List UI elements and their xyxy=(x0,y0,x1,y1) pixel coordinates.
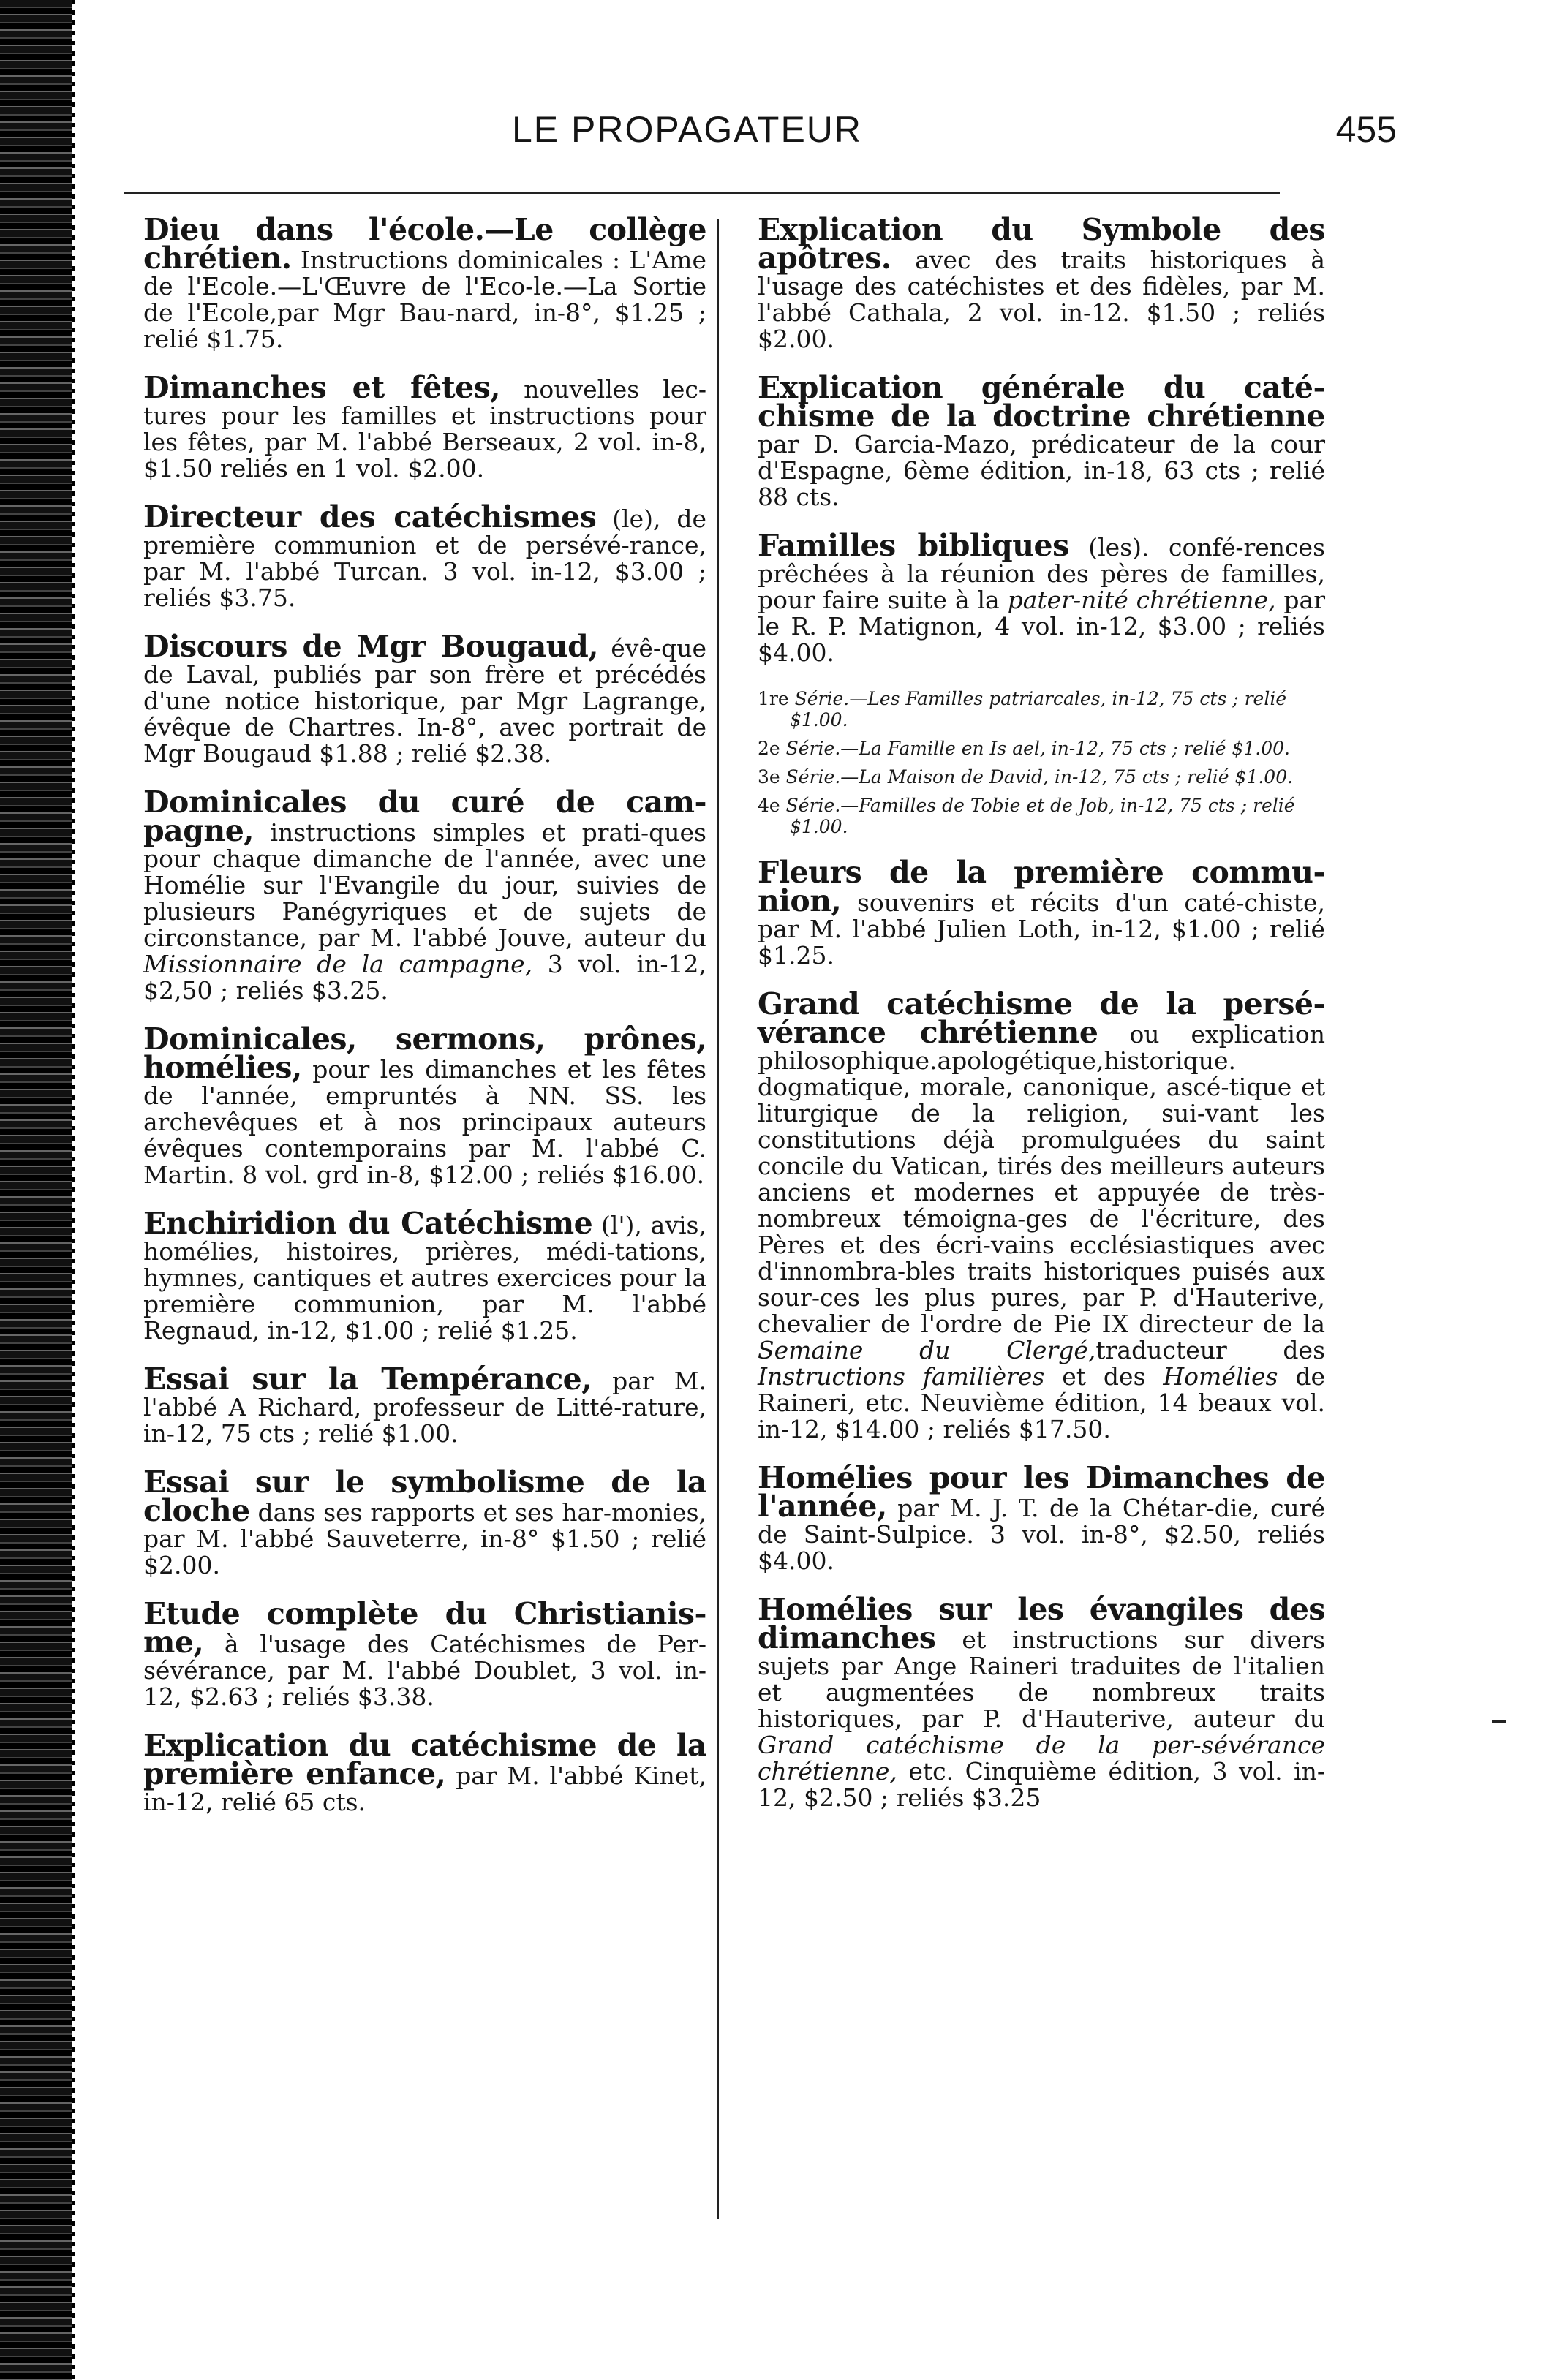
series-number: 4e xyxy=(758,795,780,816)
entry-body: par D. Garcia-Mazo, prédicateur de la cour d'Espagne, 6ème édition, in-18, 63 cts ; relié 88 cts. xyxy=(758,430,1325,511)
catalog-entry xyxy=(143,1465,706,1579)
entry-body-end: par le R. P. Matignon, 4 vol. in-12, $3.00 ; reliés $4.00. xyxy=(758,586,1325,667)
entry-italic-title: Missionnaire de la campagne, xyxy=(143,950,533,978)
series-title: La Maison de David, xyxy=(859,766,1049,787)
catalog-entry xyxy=(758,528,1325,667)
entry-body: nouvelles lec-tures pour les familles et instructions pour les fêtes, par M. l'abbé Berseaux, 2 vol. in-8, $1.50 reliés en 1 vol. $2.00. xyxy=(143,375,706,483)
binding-edge xyxy=(0,0,72,2380)
entry-body: dans ses rapports et ses har-monies, par M. l'abbé Sauveterre, in-8° $1.50 ; relié $2.00. xyxy=(143,1498,706,1579)
catalog-entry xyxy=(143,499,707,612)
series-number: 2e xyxy=(758,738,780,759)
entry-body: par M. l'abbé Kinet, in-12, relié 65 cts. xyxy=(143,1761,706,1816)
entry-heading: Homélies pour les Dimanches de l'année, xyxy=(758,1460,1325,1524)
catalog-entry xyxy=(758,1592,1325,1812)
entry-body: et instructions sur divers sujets par Ange Raineri traduites de l'italien et augmentées de nombreux traits historiques, par P. d'Hauterive, auteur du xyxy=(758,1625,1325,1733)
entry-heading: Homélies sur les évangiles des dimanches xyxy=(758,1592,1325,1655)
page-number: 455 xyxy=(1335,109,1397,150)
series-item xyxy=(758,738,1325,759)
entry-body-mid: et des xyxy=(1044,1362,1164,1391)
entry-italic-title: pater-nité chrétienne, xyxy=(1007,586,1276,614)
catalog-entry xyxy=(143,212,706,353)
catalog-entry xyxy=(143,785,706,1005)
series-title: Les Familles patriarcales, xyxy=(867,688,1106,709)
entry-italic-title: Semaine du Clergé, xyxy=(758,1336,1096,1364)
entry-body: (le), de première communion et de persévé-rance, par M. l'abbé Turcan. 3 vol. in-12, $3.00 ; reliés $3.75. xyxy=(143,505,707,612)
catalog-entry xyxy=(758,370,1325,511)
entry-heading: Dieu dans l'école.—Le collège chrétien. xyxy=(143,212,706,276)
column-divider xyxy=(717,219,719,2219)
entry-heading: Explication générale du caté-chisme de la doctrine chrétienne xyxy=(758,370,1325,434)
catalog-entry xyxy=(143,1021,706,1189)
catalog-entry xyxy=(758,1460,1325,1575)
entry-body: instructions simples et prati-ques pour chaque dimanche de l'année, avec une Homélie sur l'Evangile du jour, suivies de plusieurs Panégyriques et de sujets de circonstance, par M. l'abbé Jouve, auteur du xyxy=(143,818,706,952)
catalog-entry xyxy=(143,629,706,768)
entry-heading: Dimanches et fêtes, xyxy=(143,370,501,405)
series-label: Série.— xyxy=(785,738,859,759)
series-details: in-12, 75 cts ; relié $1.00. xyxy=(1045,738,1291,759)
catalog-entry xyxy=(143,1361,706,1448)
running-head xyxy=(110,108,1485,152)
entry-body: (l'), avis, homélies, histoires, prières, médi-tations, hymnes, cantiques et autres exercices pour la première communion, par M. l'abbé Regnaud, in-12, $1.00 ; relié $1.25. xyxy=(143,1211,706,1345)
catalog-entry xyxy=(758,855,1325,970)
series-title: Familles de Tobie et de Job, xyxy=(859,795,1115,816)
entry-body: par M. J. T. de la Chétar-die, curé de Saint-Sulpice. 3 vol. in-8°, $2.50, reliés $4.00. xyxy=(758,1494,1325,1575)
catalog-entry xyxy=(758,212,1325,353)
entry-body-end: de Raineri, etc. Neuvième édition, 14 beaux vol. in-12, $14.00 ; reliés $17.50. xyxy=(758,1362,1325,1443)
entry-heading: Explication du catéchisme de la première enfance, xyxy=(143,1728,706,1791)
series-number: 1re xyxy=(758,688,789,709)
entry-body: par M. l'abbé A Richard, professeur de Litté-rature, in-12, 75 cts ; relié $1.00. xyxy=(143,1367,706,1448)
left-column xyxy=(143,212,707,1837)
entry-italic-title: Instructions familières xyxy=(758,1362,1045,1391)
entry-heading: Directeur des catéchismes xyxy=(143,499,597,534)
catalog-entry xyxy=(143,370,706,483)
entry-body-end: 3 vol. in-12, $2,50 ; reliés $3.25. xyxy=(143,950,706,1005)
entry-italic-title: Grand catéchisme de la per-sévérance chrétienne, xyxy=(758,1731,1325,1786)
series-label: Série.— xyxy=(785,766,859,787)
entry-heading: Discours de Mgr Bougaud, xyxy=(143,629,599,664)
entry-heading: Explication du Symbole des apôtres. xyxy=(758,212,1325,276)
entry-heading: Etude complète du Christianis-me, xyxy=(143,1596,706,1660)
entry-body: (les). confé-rences prêchées à la réunion des pères de familles, pour faire suite à la xyxy=(758,533,1325,614)
catalog-entry xyxy=(758,986,1325,1443)
entry-italic-title: Homélies xyxy=(1163,1362,1278,1391)
series-item xyxy=(758,766,1325,787)
entry-body: avec des traits historiques à l'usage des catéchistes et des fidèles, par M. l'abbé Cathala, 2 vol. in-12. $1.50 ; reliés $2.00. xyxy=(758,246,1325,353)
series-list xyxy=(758,688,1325,837)
entry-body: Instructions dominicales : L'Ame de l'Ecole.—L'Œuvre de l'Eco-le.—La Sortie de l'Ecole,par Mgr Bau-nard, in-8°, $1.25 ; relié $1.75. xyxy=(143,246,706,353)
entry-heading: Dominicales, sermons, prônes, homélies, xyxy=(143,1021,706,1085)
series-label: Série.— xyxy=(794,688,868,709)
header-rule xyxy=(124,192,1280,194)
entry-heading: Familles bibliques xyxy=(758,528,1069,563)
entry-body: pour les dimanches et les fêtes de l'année, empruntés à NN. SS. les archevêques et à nos principaux auteurs évêques contemporains par M. l'abbé C. Martin. 8 vol. grd in-8, $12.00 ; reliés $16.00. xyxy=(143,1055,706,1189)
entry-body-end: etc. Cinquième édition, 3 vol. in-12, $2.50 ; reliés $3.25 xyxy=(758,1757,1325,1812)
catalog-entry xyxy=(143,1596,706,1711)
right-column xyxy=(758,212,1325,1833)
entry-body: ou explication philosophique.apologétique,historique. dogmatique, morale, canonique, ascé-tique et liturgique de la religion, sui-vant les constitutions déjà promulguées du saint concile du Vatican, tirés des meilleurs auteurs anciens et modernes et appuyée de très-nombreux témoigna-ges de l'écriture, des Pères et des écri-vains ecclésiastiques avec d'innombra-bles traits historiques puisés aux sour-ces les plus pures, par P. d'Hauterive, chevalier de l'ordre de Pie IX directeur de la xyxy=(758,1020,1325,1338)
entry-heading: Fleurs de la première commu-nion, xyxy=(758,855,1325,918)
entry-body: à l'usage des Catéchismes de Per-sévérance, par M. l'abbé Doublet, 3 vol. in-12, $2.63 ; reliés $3.38. xyxy=(143,1630,706,1711)
running-title: LE PROPAGATEUR xyxy=(512,109,863,150)
entry-body: évê-que de Laval, publiés par son frère et précédés d'une notice historique, par Mgr Lagrange, évêque de Chartres. In-8°, avec portrait de Mgr Bougaud $1.88 ; relié $2.38. xyxy=(143,634,706,768)
series-title: La Famille en Is ael, xyxy=(859,738,1046,759)
series-details: in-12, 75 cts ; relié $1.00. xyxy=(1048,766,1294,787)
series-details: in-12, 75 cts ; relié $1.00. xyxy=(790,688,1287,730)
entry-heading: Dominicales du curé de cam-pagne, xyxy=(143,785,706,848)
series-item xyxy=(758,795,1325,837)
entry-body-mid: traducteur des xyxy=(1096,1336,1325,1364)
catalog-entry xyxy=(143,1728,706,1816)
series-item xyxy=(758,688,1325,730)
margin-mark xyxy=(1492,1720,1506,1723)
entry-body: souvenirs et récits d'un caté-chiste, par M. l'abbé Julien Loth, in-12, $1.00 ; relié $1.25. xyxy=(758,888,1325,970)
entry-heading: Essai sur le symbolisme de la cloche xyxy=(143,1465,706,1528)
catalog-entry xyxy=(143,1206,706,1345)
entry-heading: Enchiridion du Catéchisme xyxy=(143,1206,593,1241)
series-number: 3e xyxy=(758,766,780,787)
entry-heading: Essai sur la Tempérance, xyxy=(143,1361,592,1397)
series-details: in-12, 75 cts ; relié $1.00. xyxy=(790,795,1295,837)
series-label: Série.— xyxy=(785,795,859,816)
entry-heading: Grand catéchisme de la persé-vérance chrétienne xyxy=(758,986,1325,1050)
